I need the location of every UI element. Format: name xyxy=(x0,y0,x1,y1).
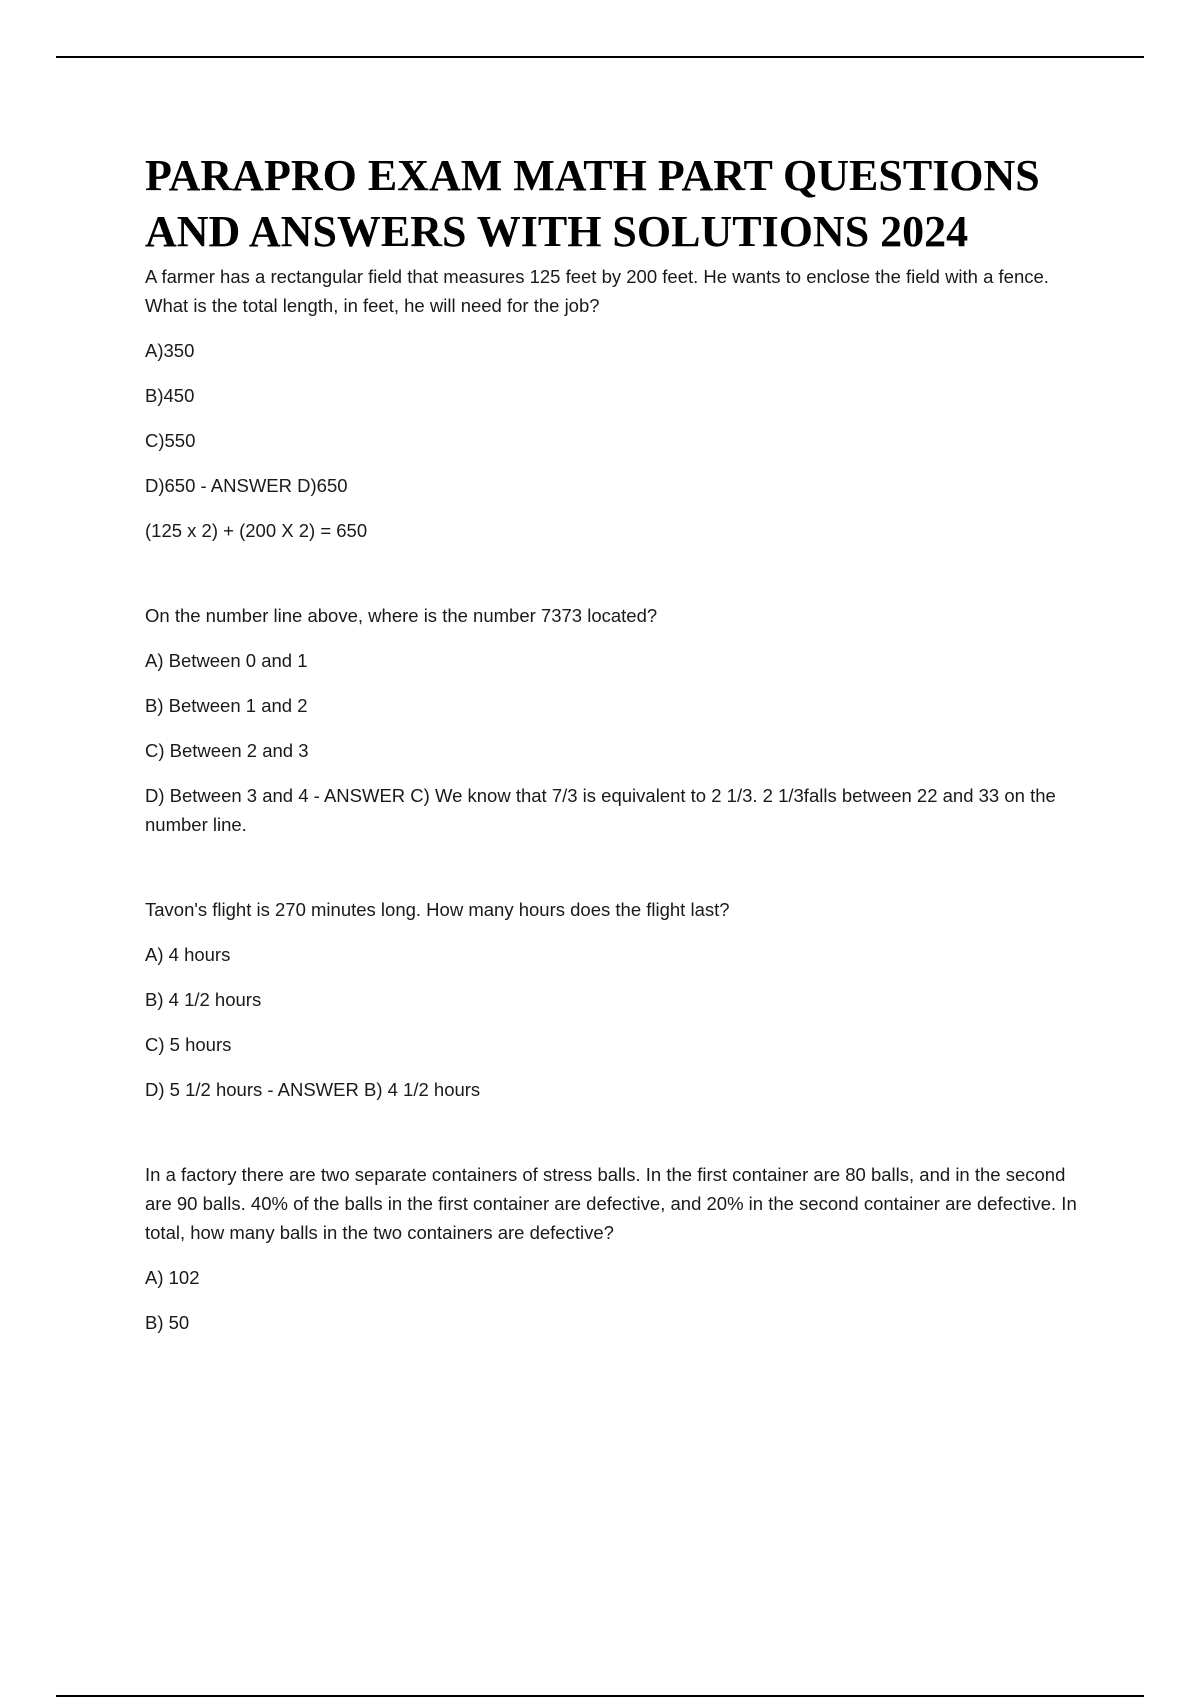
bottom-rule xyxy=(56,1695,1144,1697)
solution-note: (125 x 2) + (200 X 2) = 650 xyxy=(145,520,368,541)
question-text: On the number line above, where is the number 7373 located? xyxy=(145,605,658,626)
answer-option: C) 5 hours xyxy=(145,1034,232,1055)
answer-option: A) 4 hours xyxy=(145,944,231,965)
answer-option: A) Between 0 and 1 xyxy=(145,650,308,671)
answer-option: A)350 xyxy=(145,340,195,361)
answer-option: D) Between 3 and 4 - ANSWER C) We know that 7/3 is equivalent to 2 1/3. 2 1/3falls between 22 and 33 on the number line. xyxy=(145,785,1056,835)
question-block-4 xyxy=(145,1160,1095,1337)
document-body xyxy=(145,148,1095,1337)
question-block-1 xyxy=(145,262,1095,545)
answer-option: B) Between 1 and 2 xyxy=(145,695,308,716)
answer-option: C) Between 2 and 3 xyxy=(145,740,309,761)
question-text: Tavon's flight is 270 minutes long. How many hours does the flight last? xyxy=(145,899,730,920)
answer-option: C)550 xyxy=(145,430,196,451)
answer-option: D) 5 1/2 hours - ANSWER B) 4 1/2 hours xyxy=(145,1079,481,1100)
question-text: In a factory there are two separate containers of stress balls. In the first container are 80 balls, and in the second are 90 balls. 40% of the balls in the first container are defective, and 20% in the second container are defective. In total, how many balls in the two containers are defective? xyxy=(145,1164,1077,1243)
question-block-3 xyxy=(145,895,1095,1104)
answer-option: B) 50 xyxy=(145,1312,190,1333)
top-rule xyxy=(56,56,1144,58)
answer-option: A) 102 xyxy=(145,1267,200,1288)
question-block-2 xyxy=(145,601,1095,839)
answer-option: D)650 - ANSWER D)650 xyxy=(145,475,348,496)
document-title: PARAPRO EXAM MATH PART QUESTIONS AND ANSWERS WITH SOLUTIONS 2024 xyxy=(145,151,1040,256)
answer-option: B)450 xyxy=(145,385,195,406)
question-text: A farmer has a rectangular field that measures 125 feet by 200 feet. He wants to enclose the field with a fence. What is the total length, in feet, he will need for the job? xyxy=(145,266,1049,316)
answer-option: B) 4 1/2 hours xyxy=(145,989,262,1010)
